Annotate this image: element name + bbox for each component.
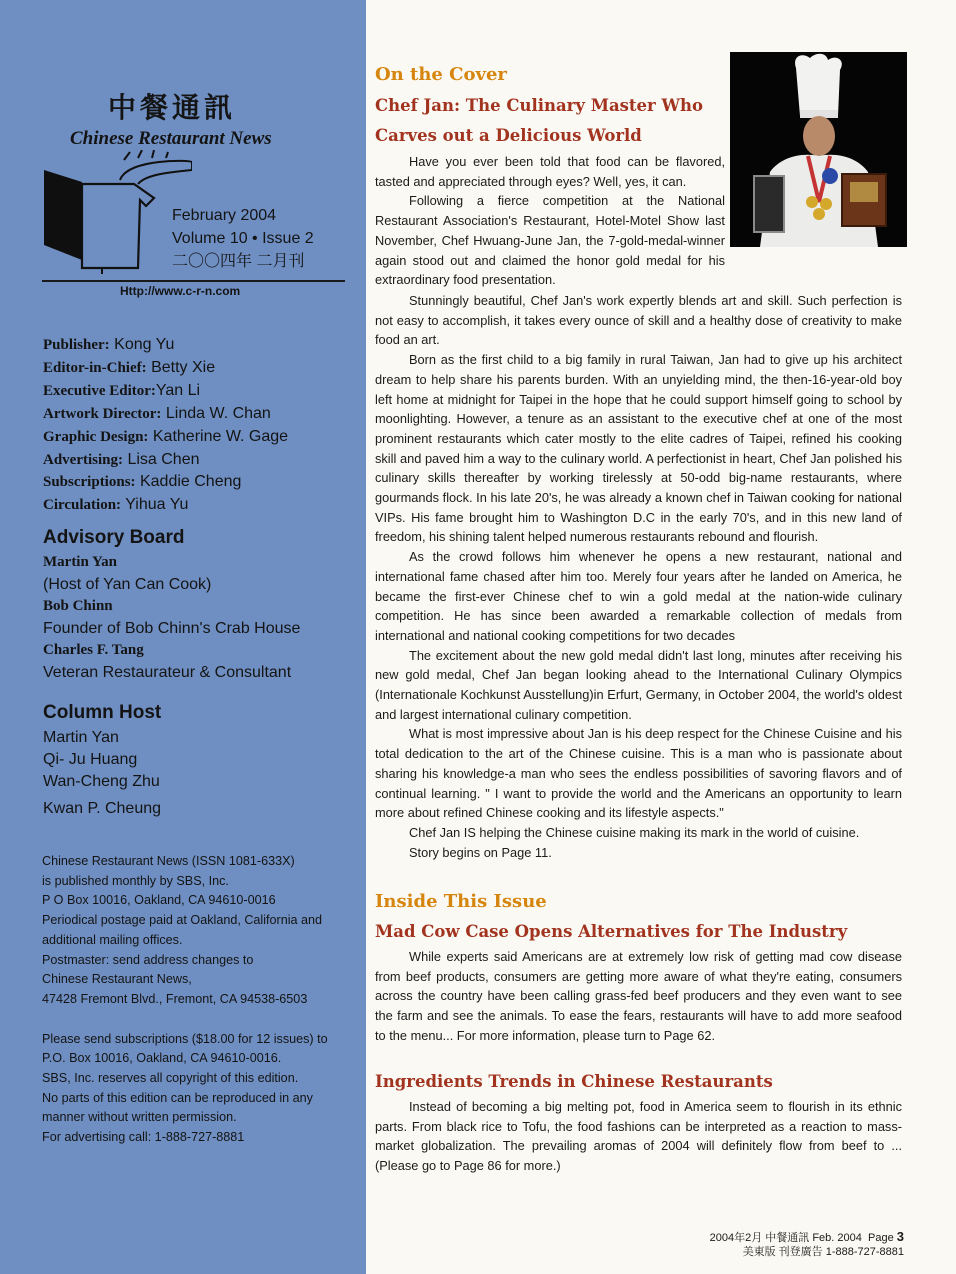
column-host-name: Kwan P. Cheung xyxy=(43,800,162,817)
column-host-heading: Column Host xyxy=(43,702,162,723)
english-title: Chinese Restaurant News xyxy=(70,128,272,149)
page-number: 3 xyxy=(896,1229,904,1244)
issue-chinese: 二〇〇四年 二月刊 xyxy=(172,253,305,270)
article1-headline: Mad Cow Case Opens Alternatives for The Industry xyxy=(375,922,848,941)
sub-line: For advertising call: 1-888-727-8881 xyxy=(42,1130,245,1145)
staff-name: Lisa Chen xyxy=(127,450,200,468)
cover-paragraph: Born as the first child to a big family in rural Taiwan, Jan had to give up his architect dream to help share his parents burden. With an unyielding mind, the then-16-year-old boy left home at midnight for Taipei in the hope that he could support himself going to school by moonlighting. However, a tenure as an assistant to the executive chef at one of the most prominent restaurants which cater mostly to the elite cadres of Taipei, refined his cooking skill and paved him a way to the culinary world. A perfectionist in heart, Chef Jan polished his culinary skills thereafter by working tirelessly at 50-odd big-name restaurants, where gourmands flock. In his late 20's, he was already a known chef in Taiwan cooking for national VIPs. His fame brought him to Washington D.C in the early 70's, and in this new land of freedom, his shining talent helped numerous restaurants rebound and flourish. xyxy=(375,352,902,545)
sub-line: SBS, Inc. reserves all copyright of this edition. xyxy=(42,1071,299,1086)
sub-line: P.O. Box 10016, Oakland, CA 94610-0016. xyxy=(42,1051,282,1066)
cover-paragraph: Stunningly beautiful, Chef Jan's work expertly blends art and skill. Such perfection is not easy to accomplish, it takes every ounce of skill and a healthy dose of creativity to make food an art. xyxy=(375,293,902,348)
cover-headline-line2: Carves out a Delicious World xyxy=(375,126,642,145)
staff-label: Subscriptions: xyxy=(43,474,136,491)
board-member-name: Martin Yan xyxy=(43,554,118,570)
chef-photo xyxy=(730,52,907,247)
sub-line: No parts of this edition can be reproduced in any manner without written permission. xyxy=(42,1090,313,1125)
cover-headline-line1: Chef Jan: The Culinary Master Who xyxy=(375,96,704,115)
pub-line: P O Box 10016, Oakland, CA 94610-0016 xyxy=(42,893,276,908)
advisory-board-heading: Advisory Board xyxy=(43,527,185,548)
staff-row xyxy=(43,403,288,426)
website-url[interactable]: Http://www.c-r-n.com xyxy=(120,284,241,298)
staff-label: Executive Editor: xyxy=(43,382,156,399)
pub-line: 47428 Fremont Blvd., Fremont, CA 94538-6503 xyxy=(42,991,308,1006)
footer-page-label: Page xyxy=(868,1232,894,1244)
board-member-role: Founder of Bob Chinn's Crab House xyxy=(43,619,301,637)
article2-text: Instead of becoming a big melting pot, food in America seem to flourish in its ethnic parts. From black rice to Tofu, the food fashions can be interpreted as a reaction to mass-market globalization. The prevailing aromas of 2004 will definitely flow from beef to ... (Please go to Page 86 for more.) xyxy=(375,1099,902,1174)
footer-date: 2004年2月 中餐通訊 Feb. 2004 xyxy=(709,1232,862,1244)
column-host-name: Wan-Cheng Zhu xyxy=(43,773,160,790)
staff-label: Circulation: xyxy=(43,497,122,514)
issue-info xyxy=(172,204,314,273)
pub-line: Postmaster: send address changes to xyxy=(42,952,254,967)
cover-intro-paragraph: Have you ever been told that food can be flavored, tasted and appreciated through eyes? Well, yes, it can. xyxy=(375,154,725,189)
article2-headline: Ingredients Trends in Chinese Restaurants xyxy=(375,1072,773,1091)
column-host-name: Qi- Ju Huang xyxy=(43,751,138,768)
staff-row xyxy=(43,494,288,517)
sub-line: Please send subscriptions ($18.00 for 12 issues) to xyxy=(42,1031,328,1046)
cover-paragraph: What is most impressive about Jan is his deep respect for the Chinese Cuisine and his total dedication to the art of the Chinese cuisine. This is a man who is passionate about sharing his knowledge-a man who sees the endless possibilities of savoring flavors and of continual learning. " I want to provide the world and the Americans an opportunity to learn more about refined Chinese cooking and its lifestyle aspects." xyxy=(375,726,902,821)
article1-body xyxy=(375,947,902,1046)
cover-paragraph: Chef Jan IS helping the Chinese cuisine making its mark in the world of cuisine. xyxy=(409,824,860,840)
staff-label: Advertising: xyxy=(43,451,123,468)
cover-paragraph: The excitement about the new gold medal didn't last long, minutes after receiving his new gold medal, Chef Jan began looking ahead to the International Culinary Olympics (Internationale Kochkunst Ausstellung)in Erfurt, Germany, in October 2004, the world's oldest and largest international culinary competition. xyxy=(375,647,902,722)
staff-label: Graphic Design: xyxy=(43,428,149,445)
staff-row xyxy=(43,357,288,380)
staff-row xyxy=(43,471,288,494)
staff-label: Publisher: xyxy=(43,337,110,353)
staff-name: Betty Xie xyxy=(151,358,216,376)
board-member-name: Charles F. Tang xyxy=(43,641,144,658)
pub-line: Chinese Restaurant News, xyxy=(42,972,192,987)
staff-row xyxy=(43,449,288,472)
staff-row xyxy=(43,380,288,403)
cover-paragraph: Story begins on Page 11. xyxy=(409,844,552,860)
article1-text: While experts said Americans are at extremely low risk of getting mad cow disease from beef products, consumers are getting more aware of what they're eating, consumers across the country have been calling grass-fed beef producers and they even want to see the farm and see the animals. To ease the fears, restaurants will have to add more seafood to the menu... For more information, please turn to Page 62. xyxy=(375,949,902,1043)
inside-section-label: Inside This Issue xyxy=(375,891,547,912)
board-member-role: (Host of Yan Can Cook) xyxy=(43,575,212,593)
staff-name: Yihua Yu xyxy=(125,496,189,514)
staff-row xyxy=(43,426,288,449)
staff-label: Editor-in-Chief: xyxy=(43,359,147,376)
pub-line: Periodical postage paid at Oakland, California and additional mailing offices. xyxy=(42,913,323,947)
staff-name: Linda W. Chan xyxy=(165,404,271,422)
publication-info xyxy=(42,852,347,1148)
footer-ad-line: 美東版 刊登廣告 1-888-727-8881 xyxy=(742,1246,904,1258)
column-host-list xyxy=(43,727,161,820)
cover-section-label: On the Cover xyxy=(375,64,507,85)
board-member-role: Veteran Restaurateur & Consultant xyxy=(43,663,292,681)
pub-line: is published monthly by SBS, Inc. xyxy=(42,873,229,888)
advisory-board-list xyxy=(43,552,300,683)
pub-line: Chinese Restaurant News (ISSN 1081-633X) xyxy=(42,854,295,868)
staff-name: Kaddie Cheng xyxy=(139,473,242,491)
staff-list xyxy=(43,334,288,517)
cover-paragraph: As the crowd follows him whenever he opens a new restaurant, national and international fame chased after him too. Merely four years after he landed on America, he became the first-ever Chinese chef to win a gold medal at the nation-wide culinary competition. He has since been awarded a remarkable collection of medals from international and national cooking competitions for two decades xyxy=(375,549,902,643)
masthead-sidebar xyxy=(0,0,366,1274)
waiter-hand-logo-icon xyxy=(42,150,192,275)
cover-intro xyxy=(375,152,725,290)
staff-label: Artwork Director: xyxy=(43,405,162,422)
issue-volume: Volume 10 • Issue 2 xyxy=(172,230,314,247)
board-member-name: Bob Chinn xyxy=(43,597,113,614)
issue-date: February 2004 xyxy=(172,207,277,224)
column-host-name: Martin Yan xyxy=(43,729,119,746)
cover-story-body xyxy=(375,291,902,862)
spacer xyxy=(42,1010,347,1030)
staff-name: Kong Yu xyxy=(114,336,175,353)
staff-row xyxy=(43,334,288,357)
staff-name: Katherine W. Gage xyxy=(152,427,289,445)
masthead-divider xyxy=(42,280,345,282)
chinese-title: 中餐通訊 xyxy=(108,91,237,124)
article2-body xyxy=(375,1097,902,1176)
cover-intro-paragraph: Following a fierce competition at the National Restaurant Association's Restaurant, Hotel-Motel Show last November, Chef Hwuang-June Jan, the 7-gold-medal-winner again stood out and claimed the honor gold medal for his extraordinary food presentation. xyxy=(375,193,725,288)
staff-name: Yan Li xyxy=(155,381,201,399)
